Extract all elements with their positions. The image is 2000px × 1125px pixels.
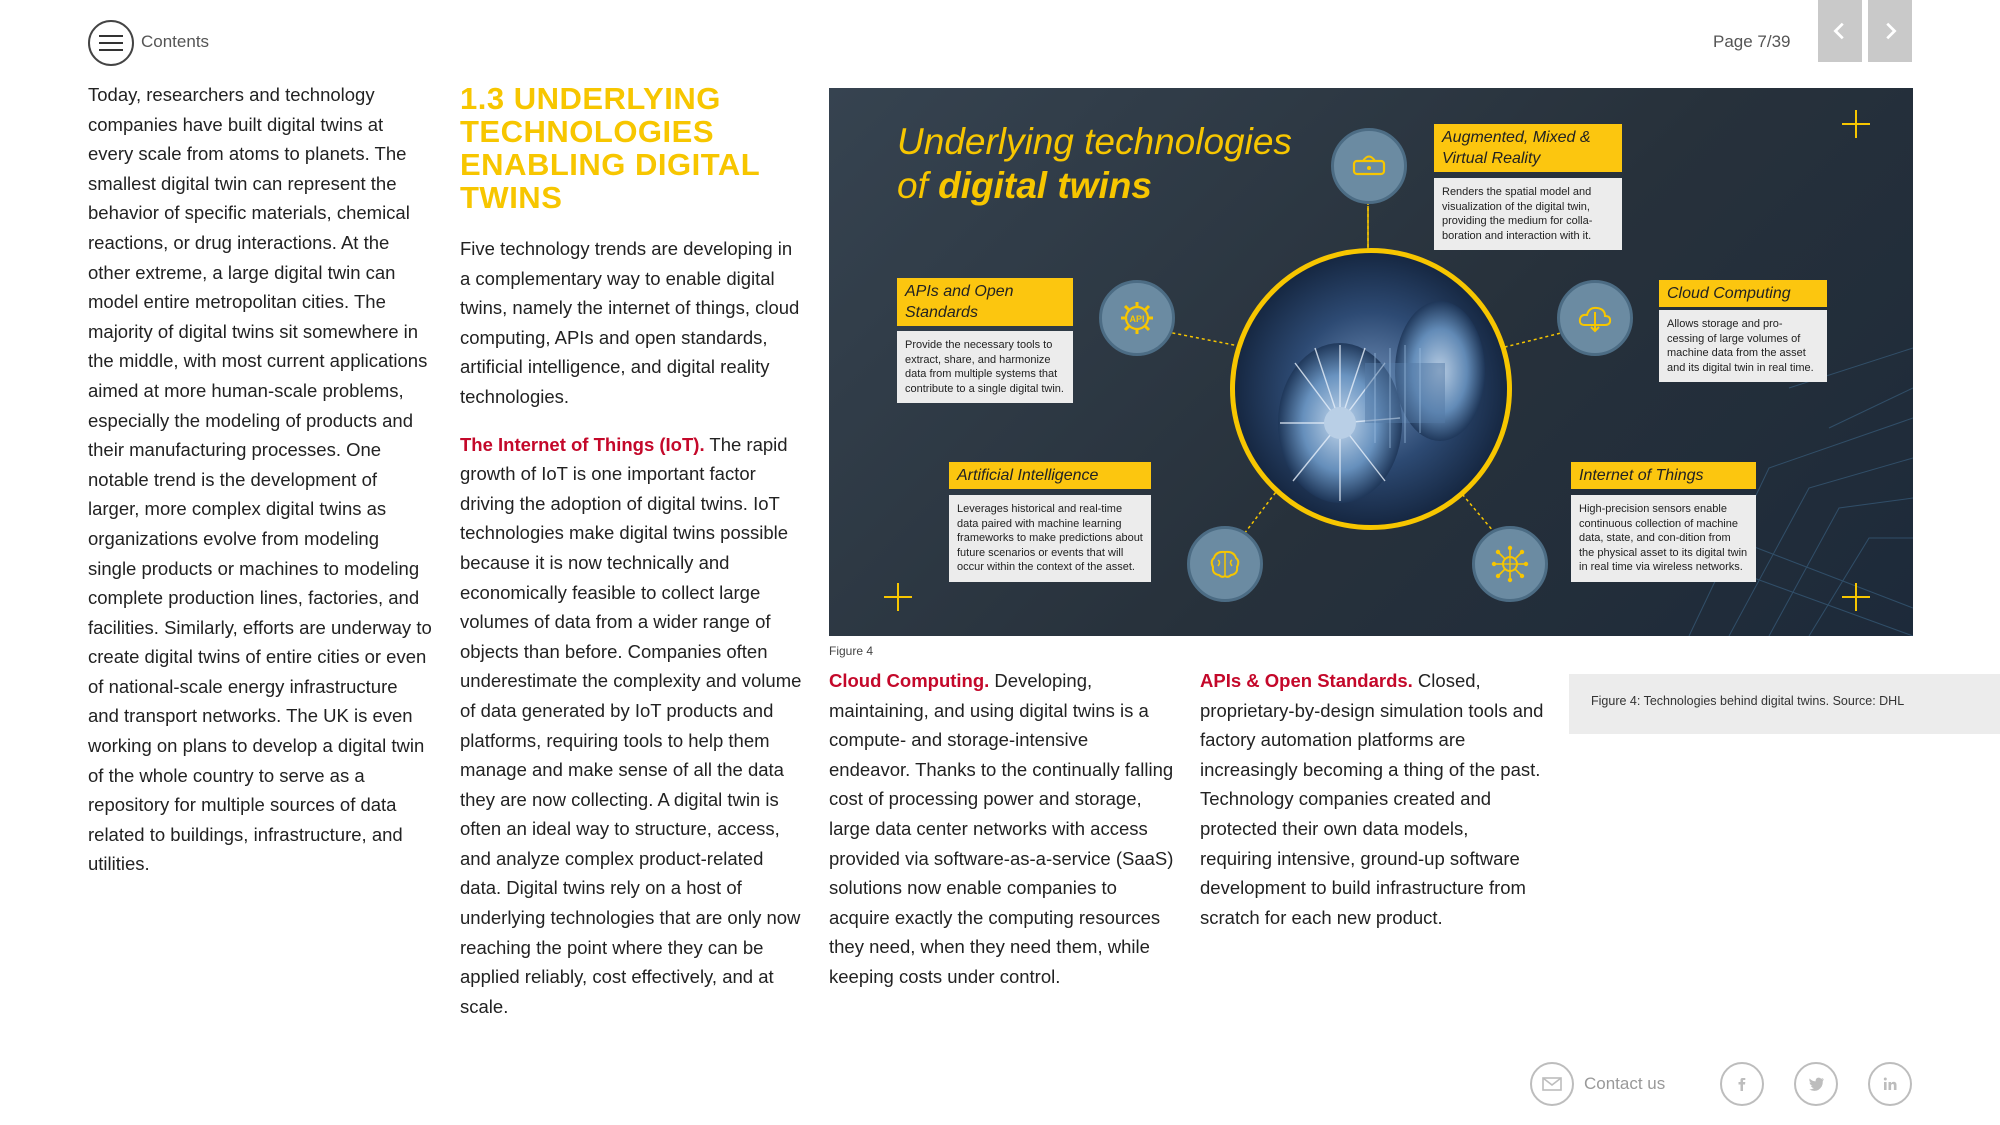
cloud-computing-text: Developing, maintaining, and using digital twins is a compute- and storage-intensive endeavor. Thanks to the continually falling cost of processing power and storage, large data center networks with access provided via software-as-a-service (SaaS) solutions now enable companies to acquire exactly the computing resources they need, when they need them, while keeping costs under control.: [829, 670, 1174, 987]
iot-label: Internet of Things: [1571, 462, 1756, 489]
network-globe-icon: [1472, 526, 1548, 602]
crosshair-mark: [1842, 583, 1870, 611]
cloud-description: Allows storage and pro-cessing of large volumes of machine data from the asset and its digital twin in real time.: [1659, 310, 1827, 382]
figure-caption: Figure 4: Technologies behind digital twins. Source: DHL: [1569, 674, 2000, 734]
ar-description: Renders the spatial model and visualization of the digital twin, providing the medium for colla-boration and interaction with it.: [1434, 178, 1622, 250]
crosshair-mark: [1842, 110, 1870, 138]
chevron-right-icon: [1879, 20, 1901, 42]
body-column-4: [1200, 666, 1545, 932]
cloud-computing-lead: Cloud Computing.: [829, 670, 990, 691]
apis-lead: APIs & Open Standards.: [1200, 670, 1413, 691]
ar-label: Augmented, Mixed & Virtual Reality: [1434, 124, 1622, 172]
iot-lead: The Internet of Things (IoT).: [460, 433, 705, 455]
linkedin-button[interactable]: [1868, 1062, 1912, 1106]
cloud-computing-paragraph: [829, 666, 1174, 992]
api-gear-icon: [1099, 280, 1175, 356]
iot-description: High-precision sensors enable continuous collection of machine data, state, and con-dition from the physical asset to its digital twin in real time via wireless networks.: [1571, 495, 1756, 582]
apis-paragraph: [1200, 666, 1545, 932]
cloud-label: Cloud Computing: [1659, 280, 1827, 307]
body-column-3: [829, 666, 1174, 992]
body-column-2: [460, 82, 805, 1039]
figure-title: Underlying technologies of digital twins: [897, 121, 1292, 206]
iot-text: The rapid growth of IoT is one important factor driving the adoption of digital twins. IoT technologies make digital twins possible because it is now technically and economically feasible to collect large volumes of data from a wider range of objects than before. Companies often underestimate the complexity and volume of data generated by IoT products and platforms, requiring tools to help them manage and make sense of all the data they are now collecting. A digital twin is often an ideal way to structure, access, and analyze complex product-related data. Digital twins rely on a host of underlying technologies that are only now reaching the point where they can be applied reliably, cost effectively, and at scale.: [460, 433, 802, 1017]
page-indicator: Page 7/39: [1713, 32, 1791, 51]
contents-link[interactable]: Contents: [141, 32, 210, 51]
ai-description: Leverages historical and real-time data paired with machine learning frameworks to make predictions about future scenarios or events that will occur within the context of the asset.: [949, 495, 1151, 582]
vr-headset-icon: [1331, 128, 1407, 204]
twitter-button[interactable]: [1794, 1062, 1838, 1106]
previous-page-button[interactable]: [1818, 0, 1862, 62]
chevron-left-icon: [1829, 20, 1851, 42]
twitter-icon: [1804, 1072, 1828, 1096]
cloud-icon: [1557, 280, 1633, 356]
contact-mail-button[interactable]: [1530, 1062, 1574, 1106]
crosshair-mark: [884, 583, 912, 611]
facebook-icon: [1730, 1072, 1754, 1096]
figure-number-label: Figure 4: [829, 644, 874, 658]
next-page-button[interactable]: [1868, 0, 1912, 62]
contents-menu-icon[interactable]: [88, 20, 134, 66]
turbine-engine-illustration: [1230, 248, 1512, 530]
api-label: APIs and Open Standards: [897, 278, 1073, 326]
digital-twin-technologies-figure: [829, 88, 1913, 636]
mail-icon: [1540, 1072, 1564, 1096]
intro-paragraph: Today, researchers and technology companies have built digital twins at every scale from atoms to planets. The smallest digital twin can represent the behavior of specific materials, chemical reactions, or drug interactions. At the other extreme, a large digital twin can model entire metropolitan cities. The majority of digital twins sit somewhere in the middle, with most current applications aimed at more human-scale problems, especially the modeling of products and their manufacturing processes. One notable trend is the development of larger, more complex digital twins as organizations evolve from modeling single products or machines to modeling complete production lines, factories, and facilities. Similarly, efforts are underway to create digital twins of entire cities or even of national-scale energy infrastructure and transport networks. The UK is even working on plans to develop a digital twin of the whole country to serve as a repository for multiple sources of data related to buildings, infrastructure, and utilities.: [88, 84, 432, 875]
section-title: 1.3 UNDERLYING TECHNOLOGIES ENABLING DIGITAL TWINS: [460, 81, 760, 215]
facebook-button[interactable]: [1720, 1062, 1764, 1106]
ai-label: Artificial Intelligence: [949, 462, 1151, 489]
body-column-1: [88, 80, 432, 879]
contact-us-link[interactable]: Contact us: [1584, 1074, 1666, 1093]
apis-text: Closed, proprietary-by-design simulation tools and factory automation platforms are increasingly becoming a thing of the past. Technology companies created and protected their own data models, requiring intensive, ground-up software development to build infrastructure from scratch for each new product.: [1200, 670, 1544, 928]
linkedin-icon: [1878, 1072, 1902, 1096]
section-intro-paragraph: Five technology trends are developing in a complementary way to enable digital twins, namely the internet of things, cloud computing, APIs and open standards, artificial intelligence, and digital reality technologies.: [460, 238, 800, 407]
brain-icon: [1187, 526, 1263, 602]
svg-text:API: API: [1129, 314, 1145, 324]
iot-paragraph: [460, 430, 805, 1022]
api-description: Provide the necessary tools to extract, share, and harmonize data from multiple systems that contribute to a single digital twin.: [897, 331, 1073, 403]
